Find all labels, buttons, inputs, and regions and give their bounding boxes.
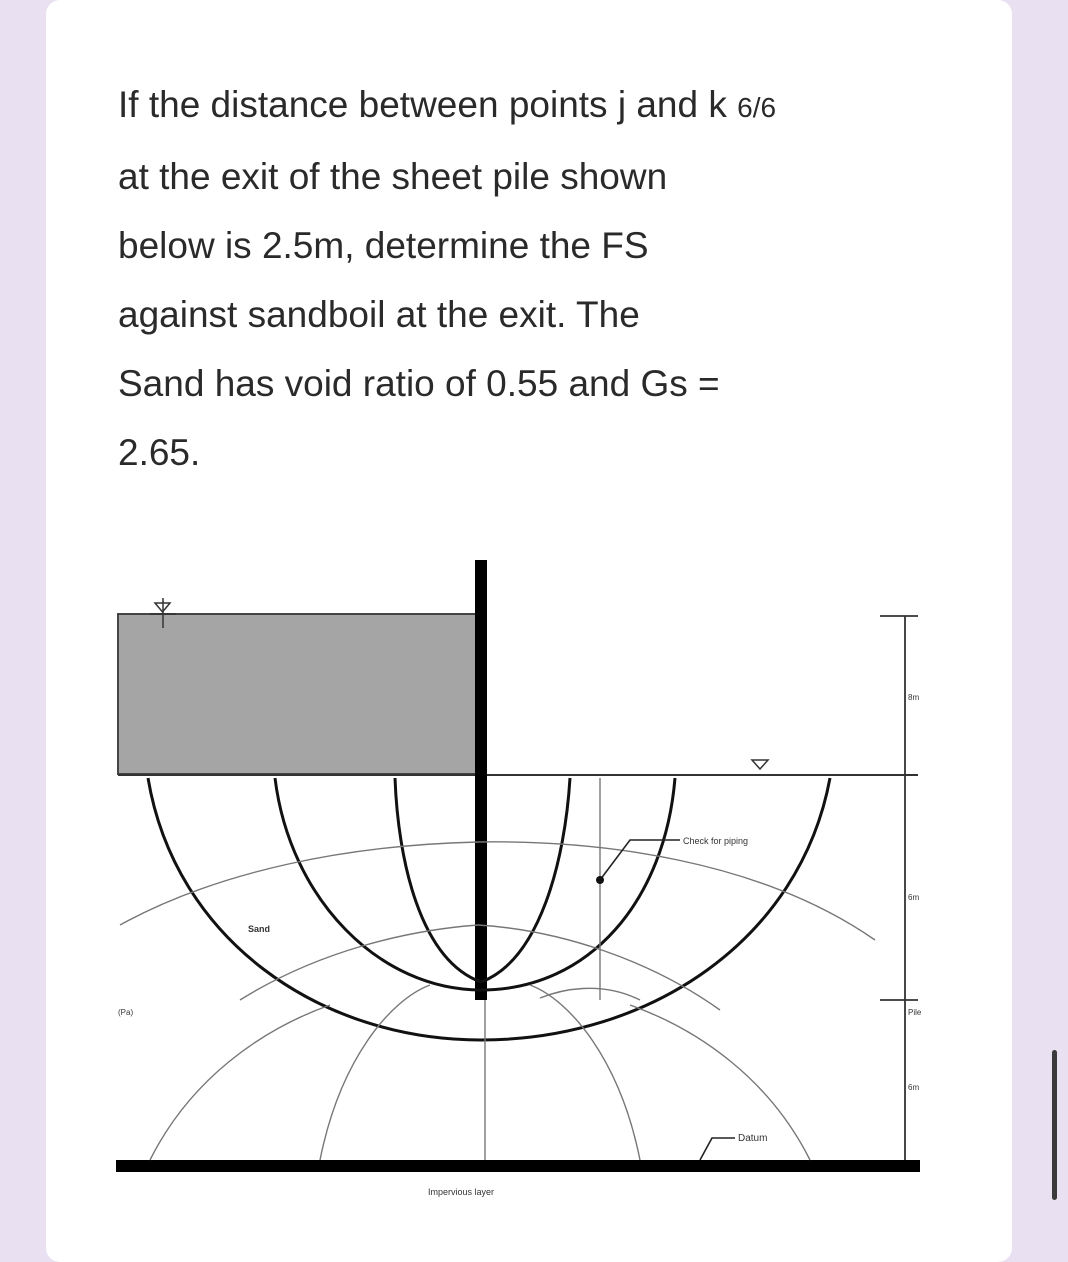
sand-label: Sand	[248, 924, 271, 934]
check-label: Check for piping	[683, 836, 749, 846]
question-line-2: at the exit of the sheet pile shown	[118, 156, 668, 197]
question-text	[118, 70, 958, 487]
equipotential-5	[150, 1005, 330, 1160]
equipotential-1	[120, 842, 478, 925]
datum-label: Datum	[738, 1133, 768, 1144]
dim-bot-label: 6m	[908, 1083, 920, 1092]
flow-lines	[148, 778, 830, 1040]
equipotential-11	[540, 988, 640, 1000]
dim-pile-label: Pile	[908, 1008, 922, 1017]
dim-mid-label: 6m	[908, 893, 920, 902]
question-line-4: against sandboil at the exit. The	[118, 294, 640, 335]
sheet-pile	[475, 560, 487, 1000]
equipotential-lines	[120, 778, 875, 1160]
equipotential-4	[478, 925, 720, 1010]
downstream-level-icon	[752, 760, 768, 769]
flow-net-diagram	[0, 540, 1068, 1220]
question-line-6: 2.65.	[118, 432, 201, 473]
check-point	[596, 876, 604, 884]
impervious-label: Impervious layer	[428, 1187, 495, 1197]
check-leader	[600, 840, 680, 880]
points-badge: 6/6	[737, 92, 777, 123]
flow-line-3	[148, 778, 830, 1040]
equipotential-3	[240, 925, 478, 1000]
left-note-label: (Pa)	[118, 1008, 134, 1017]
equipotential-8	[530, 985, 640, 1160]
impervious-layer	[116, 1160, 920, 1172]
upstream-water	[118, 614, 480, 774]
question-line-1: If the distance between points j and k 6/6	[118, 84, 777, 125]
dim-top-label: 8m	[908, 693, 920, 702]
equipotential-9	[630, 1005, 810, 1160]
datum-leader	[700, 1138, 735, 1160]
question-line-3: below is 2.5m, determine the FS	[118, 225, 649, 266]
scrollbar[interactable]	[1052, 1050, 1057, 1200]
question-line-5: Sand has void ratio of 0.55 and Gs =	[118, 363, 720, 404]
